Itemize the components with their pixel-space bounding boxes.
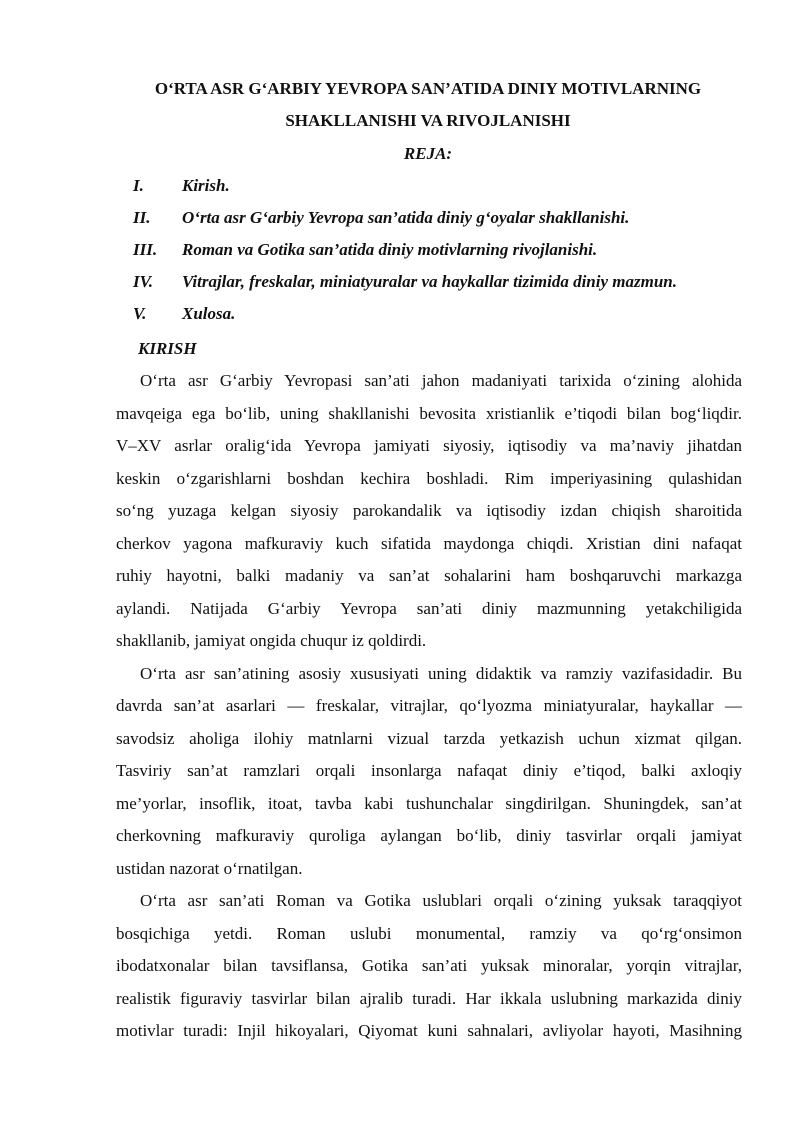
- plan-item-number: II.: [133, 208, 151, 227]
- plan-item-text: Vitrajlar, freskalar, miniatyuralar va haykallar tizimida diniy mazmun.: [182, 272, 677, 291]
- paragraph-2-line: O‘rta asr san’atining asosiy xususiyati uning didaktik va ramziy vazifasidadir. Bu: [140, 663, 742, 683]
- paragraph-3-line: bosqichiga yetdi. Roman uslubi monumental, ramziy va qo‘rg‘onsimon: [116, 923, 742, 943]
- paragraph-1-line: aylandi. Natijada G‘arbiy Yevropa san’ati diniy mazmunning yetakchiligida: [116, 598, 742, 618]
- body-text: [116, 365, 742, 1048]
- paragraph-2-line: cherkovning mafkuraviy quroliga aylangan bo‘lib, diniy tasvirlar orqali jamiyat: [116, 826, 742, 845]
- plan-item-text: Xulosa.: [182, 304, 236, 323]
- paragraph-2-line: me’yorlar, insoflik, itoat, tavba kabi tushunchalar singdirilgan. Shuningdek, san’at: [116, 793, 742, 813]
- paragraph-1-line: so‘ng yuzaga kelgan siyosiy parokandalik va iqtisodiy izdan chiqish sharoitida: [116, 501, 742, 520]
- plan-item: [133, 202, 773, 234]
- plan-heading: REJA:: [403, 144, 453, 163]
- document-title-line-2: SHAKLLANISHI VA RIVOJLANISHI: [285, 111, 571, 130]
- paragraph-2-line: ustidan nazorat o‘rnatilgan.: [116, 858, 303, 878]
- paragraph-1-line: shakllanib, jamiyat ongida chuqur iz qoldirdi.: [116, 631, 427, 650]
- paragraph-1-line: O‘rta asr G‘arbiy Yevropasi san’ati jahon madaniyati tarixida o‘zining alohida: [140, 371, 742, 390]
- paragraph-2-line: savodsiz aholiga ilohiy matnlarni vizual tarzda yetkazish uchun xizmat qilgan.: [116, 728, 742, 748]
- plan-item: [133, 234, 773, 266]
- paragraph-1-line: ruhiy hayotni, balki madaniy va san’at sohalarini ham boshqaruvchi markazga: [116, 566, 742, 585]
- paragraph-1-line: keskin o‘zgarishlarni boshdan kechira boshladi. Rim imperiyasining qulashidan: [116, 468, 742, 488]
- paragraph-1-line: cherkov yagona mafkuraviy kuch sifatida maydonga chiqdi. Xristian dini nafaqat: [116, 533, 742, 553]
- paragraph-3-line: ibodatxonalar bilan tavsiflansa, Gotika san’ati yuksak minoralar, yorqin vitrajlar,: [116, 956, 742, 975]
- paragraph-2-line: Tasviriy san’at ramzlari orqali insonlarga nafaqat diniy e’tiqod, balki axloqiy: [116, 761, 742, 780]
- plan-item: [133, 298, 773, 330]
- plan-item: [133, 170, 773, 202]
- paragraph-1-line: V–XV asrlar oralig‘ida Yevropa jamiyati siyosiy, iqtisodiy va ma’naviy jihatdan: [116, 436, 742, 455]
- plan-item: [133, 266, 773, 298]
- plan-item-number: III.: [133, 240, 158, 259]
- plan-item-number: V.: [133, 304, 147, 323]
- section-heading-kirish: KIRISH: [138, 339, 197, 358]
- document-title-line-1: O‘RTA ASR G‘ARBIY YEVROPA SAN’ATIDA DINIY MOTIVLARNING: [154, 79, 702, 98]
- plan-item-number: IV.: [133, 272, 154, 291]
- paragraph-3-line: motivlar turadi: Injil hikoyalari, Qiyomat kuni sahnalari, avliyolar hayoti, Masihning: [116, 1021, 742, 1040]
- paragraph-3-line: realistik figuraviy tasvirlar bilan ajralib turadi. Har ikkala uslubning markazida diniy: [116, 988, 742, 1008]
- plan-item-text: Roman va Gotika san’atida diniy motivlarning rivojlanishi.: [182, 240, 598, 259]
- plan-list: [133, 170, 773, 330]
- plan-item-text: O‘rta asr G‘arbiy Yevropa san’atida diniy g‘oyalar shakllanishi.: [182, 208, 630, 227]
- paragraph-1-line: mavqeiga ega bo‘lib, uning shakllanishi bevosita xristianlik e’tiqodi bilan bog‘liqdir.: [116, 403, 742, 423]
- plan-item-number: I.: [133, 176, 144, 195]
- paragraph-2-line: davrda san’at asarlari — freskalar, vitrajlar, qo‘lyozma miniatyuralar, haykallar —: [116, 696, 742, 715]
- plan-item-text: Kirish.: [182, 176, 230, 195]
- paragraph-3-line: O‘rta asr san’ati Roman va Gotika uslublari orqali o‘zining yuksak taraqqiyot: [140, 891, 742, 910]
